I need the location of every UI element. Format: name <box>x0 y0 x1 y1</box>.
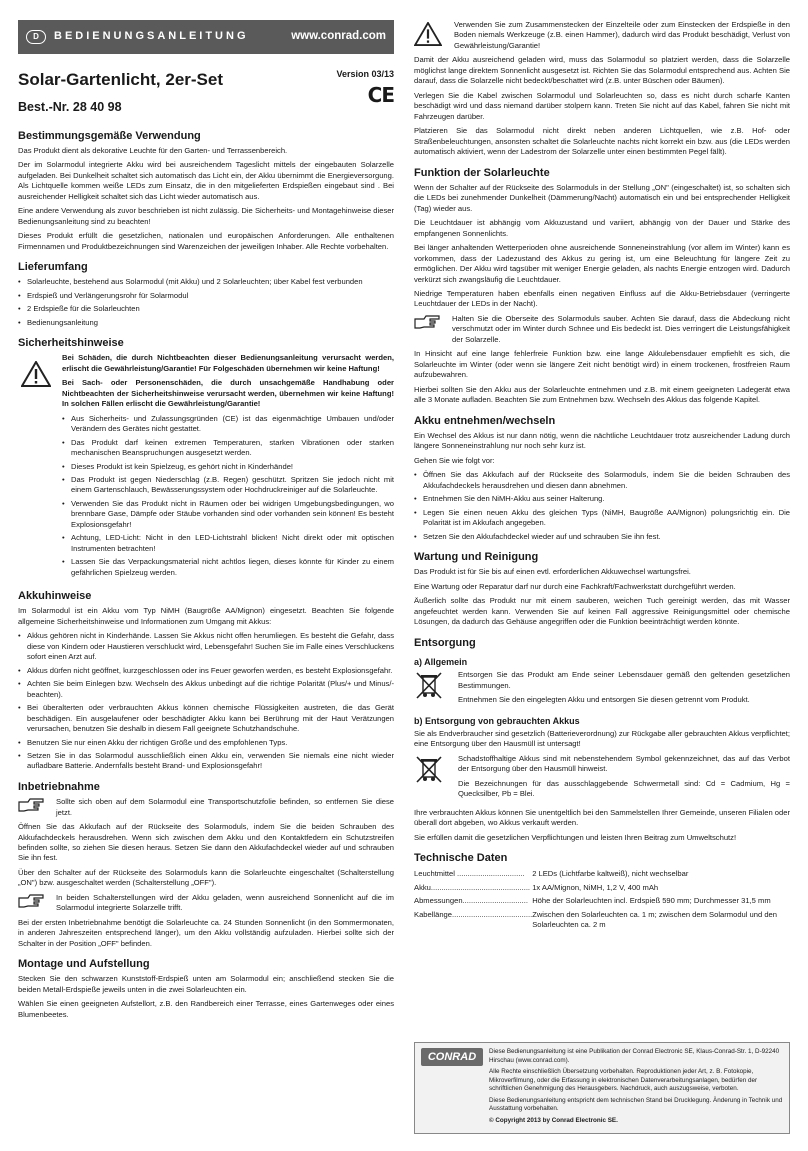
paragraph: Gehen Sie wie folgt vor: <box>414 455 495 465</box>
warning-triangle-icon <box>18 353 54 581</box>
list-item: • Benutzen Sie nur einen Akku der richtigen Größe und des empfohlenen Typs. <box>18 738 394 748</box>
spec-value: Zwischen den Solarleuchten ca. 1 m; zwischen dem Solarmodul und den Solarleuchten ca. 2 m <box>532 909 778 930</box>
subsection-title-battery-disposal: b) Entsorgung von gebrauchten Akkus <box>414 715 580 726</box>
section-title-mounting: Montage und Aufstellung <box>18 958 150 971</box>
section-title-safety: Sicherheitshinweise <box>18 337 124 350</box>
section-title-battery-notes: Akkuhinweise <box>18 590 92 603</box>
spec-key: Abmessungen............................... <box>414 896 528 906</box>
section-title-commissioning: Inbetriebnahme <box>18 780 100 793</box>
right-column <box>414 20 790 933</box>
paragraph: Sie erfüllen damit die gesetzlichen Verpflichtungen und leisten Ihren Beitrag zum Umweltschutz! <box>414 832 737 842</box>
crossed-bin-icon <box>414 754 448 804</box>
paragraph: Eine Wartung oder Reparatur darf nur durch eine Fachkraft/Fachwerkstatt durchgeführt werden. <box>414 581 736 591</box>
paragraph: Öffnen Sie das Akkufach auf der Rückseite des Solarmoduls, indem Sie die beiden Schrauben des Akkufachdeckels herausdrehen. Wenn sich zwischen dem Akku und den Kontaktfedern ein Schutzstreifen befinden sollte, so ziehen Sie diesen heraus. Setzen Sie dann den Akkufachdeckel wieder auf und schrauben Sie ihn fest. <box>18 822 394 863</box>
tool-warning: Verwenden Sie zum Zusammenstecken der Einzelteile oder zum Einstecken der Erdspieße in den Boden niemals Werkzeuge (z.B. einen Hammer), dadurch wird das Produkt beschädigt, Verlust von Gewährleistung/Garantie! <box>454 20 790 50</box>
list-item: • Erdspieß und Verlängerungsrohr für Solarmodul <box>18 291 394 301</box>
paragraph: Schadstoffhaltige Akkus sind mit nebenstehendem Symbol gekennzeichnet, das auf das Verbot der Entsorgung über den Hausmüll hinweist. <box>458 753 790 774</box>
spec-key: Kabellänge...................................... <box>414 909 533 919</box>
spec-key: Leuchtmittel ................................ <box>414 869 525 879</box>
delivery-list <box>18 277 394 328</box>
imprint-text: Alle Rechte einschließlich Übersetzung vorbehalten. Reproduktionen jeder Art, z. B. Fotokopie, Mikroverfilmung, oder die Erfassung in elektronischen Datenverarbeitungsanlagen, bedürfen der schriftlichen Genehmigung des Herausgebers. Nachdruck, auch auszugsweise, verboten. <box>489 1068 758 1092</box>
paragraph: Eine andere Verwendung als zuvor beschrieben ist nicht zulässig. Die Sicherheits- und Montagehinweise dieser Bedienungsanleitung sind zu beachten! <box>18 206 394 226</box>
paragraph: Entnehmen Sie den eingelegten Akku und entsorgen Sie diesen getrennt vom Produkt. <box>458 695 750 705</box>
paragraph: In Hinsicht auf eine lange fehlerfreie Funktion bzw. eine lange Akkulebensdauer empfiehlt es sich, die Solarleuchte im Winter (oder wenn sie längere Zeit nicht benötigt wird) in einem trockenen, frostfreien Raum aufzubewahren. <box>414 349 790 380</box>
list-item: • Setzen Sie in das Solarmodul ausschließlich einen Akku ein, verwenden Sie niemals eine nicht wieder aufladbare Batterie. Andernfalls besteht Brand- und Explosionsgefahr! <box>18 751 394 772</box>
replace-steps-list <box>414 470 790 542</box>
paragraph: Bei der ersten Inbetriebnahme benötigt die Solarleuchte ca. 24 Stunden Sonnenlicht (in den Sommermonaten, in anderen Jahreszeiten entsprechend länger), um den Akku vollständig aufzuladen. Hierbei sollte sich der Schalter in der Position „OFF" befinden. <box>18 917 394 948</box>
imprint-text: Diese Bedienungsanleitung ist eine Publikation der Conrad Electronic SE, Klaus-Conrad-Str. 1, D-92240 Hirschau (www.conrad.com). <box>489 1048 780 1064</box>
list-item: • Entnehmen Sie den NiMH-Akku aus seiner Halterung. <box>414 494 790 504</box>
section-title-disposal: Entsorgung <box>414 636 476 649</box>
header-banner <box>18 20 394 54</box>
spec-table <box>414 868 790 932</box>
list-item: • Akkus dürfen nicht geöffnet, kurzgeschlossen oder ins Feuer geworfen werden, es besteht Explosionsgefahr. <box>18 666 394 676</box>
section-title-battery-replace: Akku entnehmen/wechseln <box>414 414 556 427</box>
list-item: • Dieses Produkt ist kein Spielzeug, es gehört nicht in Kinderhände! <box>62 462 394 472</box>
warranty-warning: Bei Schäden, die durch Nichtbeachten dieser Bedienungsanleitung verursacht werden, erlischt die Gewährleistung/Garantie! Für Folgeschäden übernehmen wir keine Haftung! <box>62 353 394 373</box>
list-item: • Akkus gehören nicht in Kinderhände. Lassen Sie Akkus nicht offen herumliegen. Es besteht die Gefahr, dass diese von Kindern oder Haustieren verschluckt wird, Lebensgefahr! Suchen Sie im Falle eines Verschluckens sofort einen Arzt auf. <box>18 631 394 662</box>
paragraph: Platzieren Sie das Solarmodul nicht direkt neben anderen Lichtquellen, wie z.B. Hof- oder Straßenbeleuchtungen, ansonsten schaltet die Solarleuchte nachts nicht korrekt ein bzw. aus (die LEDs werden automatisch aktiviert, wenn der Ladestrom der Solarzelle unter einen bestimmten Pegel fällt). <box>414 126 790 157</box>
spec-value: Höhe der Solarleuchten incl. Erdspieß 590 mm; Durchmesser 31,5 mm <box>532 896 771 906</box>
safety-list <box>62 414 394 579</box>
list-item: • Achten Sie beim Einlegen bzw. Wechseln des Akkus unbedingt auf die richtige Polarität (Plus/+ und Minus/- beachten). <box>18 679 394 700</box>
paragraph: Ein Wechsel des Akkus ist nur dann nötig, wenn die nächtliche Leuchtdauer trotz ausreichender Ladung durch längere Sonneneinstrahlung nur noch sehr kurz ist. <box>414 430 790 451</box>
list-item: • Verwenden Sie das Produkt nicht in Räumen oder bei widrigen Umgebungsbedingungen, wo brennbare Gase, Dämpfe oder Stäube vorhanden sind oder vorhanden sein können! Es besteht Explosionsgefahr! <box>62 499 394 530</box>
spec-value: 1x AA/Mignon, NiMH, 1,2 V, 400 mAh <box>532 882 659 892</box>
list-item: • Legen Sie einen neuen Akku des gleichen Typs (NiMH, Baugröße AA/Mignon) polungsrichtig ein. Die Polarität ist im Akkufach angegeben. <box>414 508 790 529</box>
paragraph: Im Solarmodul ist ein Akku vom Typ NiMH (Baugröße AA/Mignon) eingesetzt. Beachten Sie folgende allgemeine Sicherheitshinweise und Informationen zum Umgang mit Akkus: <box>18 606 394 626</box>
section-title-technical-data: Technische Daten <box>414 852 508 865</box>
section-title-function: Funktion der Solarleuchte <box>414 166 550 179</box>
paragraph: Das Produkt ist für Sie bis auf einen evtl. erforderlichen Akkuwechsel wartungsfrei. <box>414 567 691 577</box>
list-item: • Lassen Sie das Verpackungsmaterial nicht achtlos liegen, dieses könnte für Kinder zu einem gefährlichen Spielzeug werden. <box>62 557 394 578</box>
paragraph: Entsorgen Sie das Produkt am Ende seiner Lebensdauer gemäß den geltenden gesetzlichen Bestimmungen. <box>458 670 790 690</box>
paragraph: Stecken Sie den schwarzen Kunststoff-Erdspieß unten am Solarmodul ein; anschließend stecken Sie die beiden Metall-Erdspieße jeweils unten in die zwei Solarleuchten ein. <box>18 974 394 994</box>
left-column <box>18 20 394 1024</box>
table-row <box>414 895 790 908</box>
paragraph: Das Produkt dient als dekorative Leuchte für den Garten- und Terrassenbereich. <box>18 145 288 155</box>
list-item: • Das Produkt ist gegen Niederschlag (z.B. Regen) geschützt. Spritzen Sie jedoch nicht mit einem Gartenschlauch, Bewässerungssystem oder Hochdruckreiniger auf die Solarleuchte. <box>62 475 394 496</box>
conrad-logo: CONRAD <box>421 1048 483 1066</box>
section-title-scope-of-delivery: Lieferumfang <box>18 261 88 274</box>
version-label: Version 03/13 <box>336 69 394 79</box>
list-item: • Bei überalterten oder verbrauchten Akkus können chemische Flüssigkeiten austreten, die das Gerät beschädigen. Ein ausgelaufener oder beschädigter Akku kann bei Berührung mit der Haut Verätzungen verursachen, benutzen Sie deshalb in diesem Fall geeignete Schutzhandschuhe. <box>18 703 394 734</box>
paragraph: Niedrige Temperaturen haben ebenfalls einen negativen Einfluss auf die Akku-Betriebsdauer (verringerte Leuchtdauer der LEDs in der Nacht). <box>414 289 790 309</box>
hint-text: Sollte sich oben auf dem Solarmodul eine Transportschutzfolie befinden, so entfernen Sie diese jetzt. <box>56 797 394 817</box>
list-item: • Aus Sicherheits- und Zulassungsgründen (CE) ist das eigenmächtige Umbauen und/oder Verändern des Gerätes nicht gestattet. <box>62 414 394 435</box>
subsection-title-general: a) Allgemein <box>414 656 468 667</box>
warning-triangle-icon <box>414 20 442 51</box>
section-title-maintenance: Wartung und Reinigung <box>414 551 539 564</box>
table-row <box>414 882 790 895</box>
liability-warning: Bei Sach- oder Personenschäden, die durch unsachgemäße Handhabung oder Nichtbeachten der Sicherheitshinweise verursacht werden, übernehmen wir keine Haftung! In solchen Fällen erlischt die Gewährleistung/Garantie! <box>62 378 394 409</box>
list-item: • Das Produkt darf keinen extremen Temperaturen, starken Vibrationen oder starken mechanischen Beanspruchungen ausgesetzt werden. <box>62 438 394 459</box>
paragraph: Sie als Endverbraucher sind gesetzlich (Batterieverordnung) zur Rückgabe aller gebrauchten Akkus verpflichtet; eine Entsorgung über den Hausmüll ist untersagt! <box>414 729 790 749</box>
table-row <box>414 909 790 933</box>
document-title: Solar-Gartenlicht, 2er-Set <box>18 70 224 89</box>
paragraph: Die Bezeichnungen für das ausschlaggebende Schwermetall sind: Cd = Cadmium, Hg = Quecksilber, Pb = Blei. <box>458 778 790 799</box>
spec-value: 2 LEDs (Lichtfarbe kaltweiß), nicht wechselbar <box>532 869 689 879</box>
battery-list <box>18 631 394 772</box>
website-url[interactable]: www.conrad.com <box>291 30 386 43</box>
paragraph: Wenn der Schalter auf der Rückseite des Solarmoduls in der Stellung „ON" (eingeschaltet) ist, so schalten sich die LEDs bei zunehmender Dunkelheit (Dämmerung/Nacht) automatisch ein und bei entsprechender Helligkeit (Tag) wieder aus. <box>414 182 790 213</box>
hint-text: Halten Sie die Oberseite des Solarmoduls sauber. Achten Sie darauf, dass die Abdeckung nicht verschmutzt oder im Winter durch Schnee und Eis bedeckt ist. Dies verringert die Leistungsfähigkeit der Solarzelle. <box>452 313 790 344</box>
crossed-bin-icon <box>414 670 448 709</box>
paragraph: Der im Solarmodul integrierte Akku wird bei ausreichendem Tageslicht mittels der eingebauten Solarzelle aufgeladen. Bei Dunkelheit schaltet sich automatisch das Licht ein, der Akku übernimmt die Energieversorgung. Als Lichtquelle kommen weiße LEDs zum Einsatz, die in den mitgelieferten Erdspießen eingebaut sind . Bei ausreichender Helligkeit schaltet sich das Licht wieder automatisch aus. <box>18 160 394 201</box>
language-badge: D <box>26 30 46 44</box>
paragraph: Äußerlich sollte das Produkt nur mit einem sauberen, weichen Tuch gereinigt werden, das mit Wasser angefeuchtet werden kann. Verwenden Sie auf keinen Fall aggressive Reinigungsmittel oder chemische Lösungen, da dadurch das Gehäuse angegriffen oder die Funktion beeinträchtigt werden könnte. <box>414 596 790 627</box>
list-item: • Bedienungsanleitung <box>18 318 394 328</box>
order-number: Best.-Nr. 28 40 98 <box>18 100 122 115</box>
pointing-hand-icon <box>18 797 48 818</box>
ce-mark-icon: CE <box>367 83 394 108</box>
paragraph: Verlegen Sie die Kabel zwischen Solarmodul und Solarleuchten so, dass es nicht durch scharfe Kanten beschädigt wird und dass niemand darüber stolpern kann. Treten Sie nicht auf das Kabel, fahren Sie nicht mit Fahrzeugen darüber. <box>414 90 790 121</box>
table-row <box>414 868 790 881</box>
copyright: © Copyright 2013 by Conrad Electronic SE. <box>489 1116 618 1124</box>
paragraph: Die Leuchtdauer ist abhängig vom Akkuzustand und variiert, abhängig von der Dauer und Stärke des empfangenen Sonnenlichts. <box>414 218 790 238</box>
hint-text: In beiden Schalterstellungen wird der Akku geladen, wenn ausreichend Sonnenlicht auf die im Solarmodul integrierte Solarzelle trifft. <box>56 892 394 913</box>
list-item: • Achtung, LED-Licht: Nicht in den LED-Lichtstrahl blicken! Nicht direkt oder mit optischen Instrumenten betrachten! <box>62 533 394 554</box>
section-title-intended-use: Bestimmungsgemäße Verwendung <box>18 129 201 142</box>
imprint-box <box>414 1042 790 1134</box>
list-item: • Solarleuchte, bestehend aus Solarmodul (mit Akku) und 2 Solarleuchten; über Kabel fest verbunden <box>18 277 394 287</box>
paragraph: Bei länger anhaltenden Wetterperioden ohne ausreichende Sonneneinstrahlung (vor allem im Winter) kann es vorkommen, dass der Ladezustand des Akkus zu gering ist, um eine Beleuchtung für längere Zeit zu ermöglichen. Der Akku wird tagsüber mit weniger Energie geladen, als nachts Energie entzogen wird. Dadurch verkürzt sich zwangsläufig die Leuchtdauer. <box>414 243 790 284</box>
paragraph: Hierbei sollten Sie den Akku aus der Solarleuchte entnehmen und z.B. mit einem geeigneten Ladegerät etwa alle 3 Monate aufladen. Beachten Sie zum Entnehmen bzw. Wechseln des Akkus das folgende Kapitel. <box>414 384 790 405</box>
paragraph: Wählen Sie einen geeigneten Aufstellort, z.B. den Randbereich einer Terrasse, eines Gartenweges oder eines Blumenbeetes. <box>18 999 394 1019</box>
paragraph: Damit der Akku ausreichend geladen wird, muss das Solarmodul so platziert werden, dass die Solarzelle möglichst lange direktem Sonnenlicht ausgesetzt ist. Richten Sie das Solarmodul entsprechend aus. Achten Sie darauf, dass die Solarzelle nicht bedeckt/beschattet wird (z.B. unter Büschen oder Bäumen). <box>414 55 790 86</box>
banner-title: BEDIENUNGSANLEITUNG <box>54 30 249 43</box>
pointing-hand-icon <box>18 893 48 914</box>
paragraph: Dieses Produkt erfüllt die gesetzlichen, nationalen und europäischen Anforderungen. Alle enthaltenen Firmennamen und Produktbezeichnungen sind Warenzeichen der jeweiligen Inhaber. Alle Rechte vorbehalten. <box>18 231 394 251</box>
pointing-hand-icon <box>414 314 444 345</box>
paragraph: Ihre verbrauchten Akkus können Sie unentgeltlich bei den Sammelstellen Ihrer Gemeinde, unseren Filialen oder überall dort abgeben, wo Akkus verkauft werden. <box>414 807 790 828</box>
imprint-text: Diese Bedienungsanleitung entspricht dem technischen Stand bei Drucklegung. Änderung in Technik und Ausstattung vorbehalten. <box>489 1096 783 1112</box>
list-item: • Öffnen Sie das Akkufach auf der Rückseite des Solarmoduls, indem Sie die beiden Schrauben des Akkufachdeckels herausdrehen und diesen dann abnehmen. <box>414 470 790 491</box>
paragraph: Über den Schalter auf der Rückseite des Solarmoduls kann die Solarleuchte eingeschaltet (Schalterstellung „ON") bzw. ausgeschaltet werden (Schalterstellung „OFF"). <box>18 867 394 888</box>
spec-key: Akku............................................... <box>414 882 531 892</box>
list-item: • Setzen Sie den Akkufachdeckel wieder auf und schrauben Sie ihn fest. <box>414 532 790 542</box>
list-item: • 2 Erdspieße für die Solarleuchten <box>18 304 394 314</box>
